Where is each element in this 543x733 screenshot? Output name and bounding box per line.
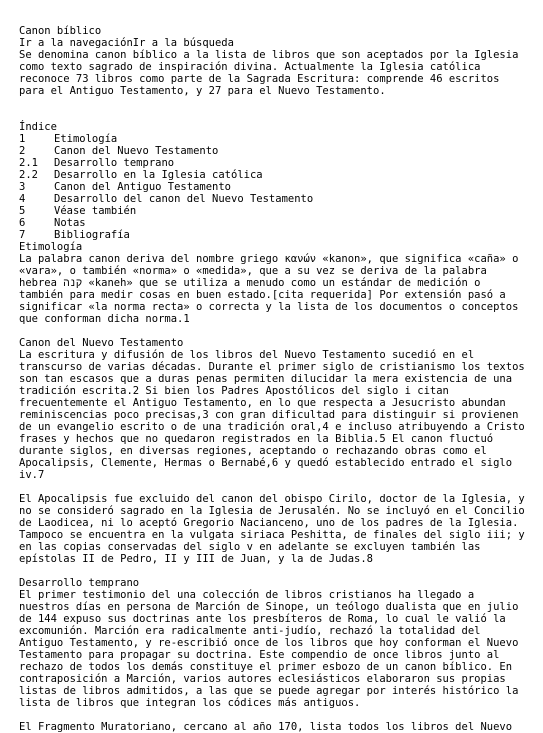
toc-item[interactable] — [19, 157, 529, 169]
toc-item[interactable] — [19, 193, 529, 205]
skip-to-navigation-link[interactable]: Ir a la navegación — [19, 37, 133, 49]
toc-item-label[interactable]: Desarrollo del canon del Nuevo Testamento — [54, 193, 314, 205]
toc-item-number: 2 — [19, 145, 26, 157]
intro-paragraph: Se denomina canon bíblico a la lista de libros que son aceptados por la Iglesia como texto sagrado de inspiración divina. Actualmente la Iglesia católica reconoce 73 libros como parte de la Sagrada Escritura: comprende 46 escritos para el Antiguo Testamento, y 27 para el Nuevo Testamento. — [19, 49, 525, 97]
toc-item-label[interactable]: Desarrollo temprano — [54, 157, 175, 169]
toc-item-number: 3 — [19, 181, 26, 193]
page-title: Canon bíblico — [19, 25, 102, 37]
toc-item-label[interactable]: Canon del Nuevo Testamento — [54, 145, 219, 157]
skip-links — [19, 37, 529, 49]
toc-item-number: 7 — [19, 229, 26, 241]
toc-item-label[interactable]: Bibliografía — [54, 229, 130, 241]
toc-item[interactable] — [19, 181, 529, 193]
spacer — [19, 481, 529, 493]
canon-nt-paragraph: La escritura y difusión de los libros del Nuevo Testamento sucedió en el transcurso de varias décadas. Durante el primer siglo de cristianismo los textos son tan escasos que a duras penas permiten dilucidar la mera existencia de una tradición escrita.2 Si bien los Padres Apostólicos del siglo i citan frecuentemente el Antiguo Testamento, en lo que respecta a Jesucristo abundan reminiscencias poco precisas,3 con gran dificultad para distinguir si provienen de un evangelio escrito o de una tradición oral,4 e incluso atribuyendo a Cristo frases y hechos que no quedaron registrados en la Biblia.5 El canon fluctuó durante siglos, en diversas regiones, aceptando o rechazando obras como el Apocalipsis, Clemente, Hermas o Bernabé,6 y quedó establecido entrado el siglo iv.7 — [19, 349, 532, 481]
section-heading-canon-nt: Canon del Nuevo Testamento — [19, 337, 184, 349]
toc-item-label[interactable]: Notas — [54, 217, 86, 229]
toc-item[interactable] — [19, 145, 529, 157]
toc-item[interactable] — [19, 229, 529, 241]
canon-nt-paragraph: El Apocalipsis fue excluido del canon del obispo Cirilo, doctor de la Iglesia, y no se consideró sagrado en la Iglesia de Jerusalén. No se incluyó en el Concilio de Laodicea, ni lo aceptó Gregorio Nacianceno, uno de los padres de la Iglesia. Tampoco se encuentra en la vulgata siriaca Peshitta, de finales del siglo iii; y en las copias conservadas del siglo v en adelante se excluyen también las epístolas II de Pedro, II y III de Juan, y la de Judas.8 — [19, 493, 532, 565]
toc-item-number: 2.1 — [19, 157, 38, 169]
skip-to-search-link[interactable]: Ir a la búsqueda — [132, 37, 234, 49]
toc-item-label[interactable]: Véase también — [54, 205, 137, 217]
toc-item[interactable] — [19, 205, 529, 217]
toc-item[interactable] — [19, 133, 529, 145]
toc-item-number: 1 — [19, 133, 26, 145]
toc-item-label[interactable]: Desarrollo en la Iglesia católica — [54, 169, 263, 181]
table-of-contents — [19, 133, 529, 241]
toc-heading: Índice — [19, 121, 57, 133]
toc-item-label[interactable]: Etimología — [54, 133, 118, 145]
toc-item-number: 5 — [19, 205, 26, 217]
section-heading-desarrollo-temprano: Desarrollo temprano — [19, 577, 140, 589]
toc-item-number: 2.2 — [19, 169, 38, 181]
toc-item[interactable] — [19, 169, 529, 181]
section-heading-etimologia: Etimología — [19, 241, 83, 253]
spacer — [19, 97, 529, 121]
etimologia-paragraph: La palabra canon deriva del nombre griego κανών «kanon», que significa «caña» o «vara», o también «norma» o «medida», que a su vez se deriva de la palabra hebrea קנה «kaneh» que se utiliza a menudo como un estándar de medición o también para medir cosas en buen estado.[cita requerida] Por extensión pasó a significar «la norma recta» o correcta y la lista de los documentos o conceptos que conforman dicha norma.1 — [19, 253, 525, 325]
spacer — [19, 709, 529, 721]
desarrollo-paragraph: El Fragmento Muratoriano, cercano al año 170, lista todos los libros del Nuevo — [19, 721, 513, 733]
toc-item[interactable] — [19, 217, 529, 229]
toc-item-number: 6 — [19, 217, 26, 229]
toc-item-label[interactable]: Canon del Antiguo Testamento — [54, 181, 232, 193]
spacer — [19, 565, 529, 577]
spacer — [19, 325, 529, 337]
desarrollo-paragraph: El primer testimonio del una colección de libros cristianos ha llegado a nuestros días en persona de Marción de Sinope, un teólogo dualista que en julio de 144 expuso sus doctrinas ante los presbíteros de Roma, lo cual le valió la excomunión. Marción era radicalmente anti-judío, rechazó la totalidad del Antiguo Testamento, y re-escribió once de los libros que hoy conforman el Nuevo Testamento para propagar su doctrina. Este compendio de once libros junto al rechazo de todos los demás constituye el primer esbozo de un canon bíblico. En contraposición a Marción, varios autores eclesiásticos elaboraron sus propias listas de libros admitidos, a las que se puede agregar por interés histórico la lista de libros que integran los códices más antiguos. — [19, 589, 525, 709]
toc-item-number: 4 — [19, 193, 26, 205]
